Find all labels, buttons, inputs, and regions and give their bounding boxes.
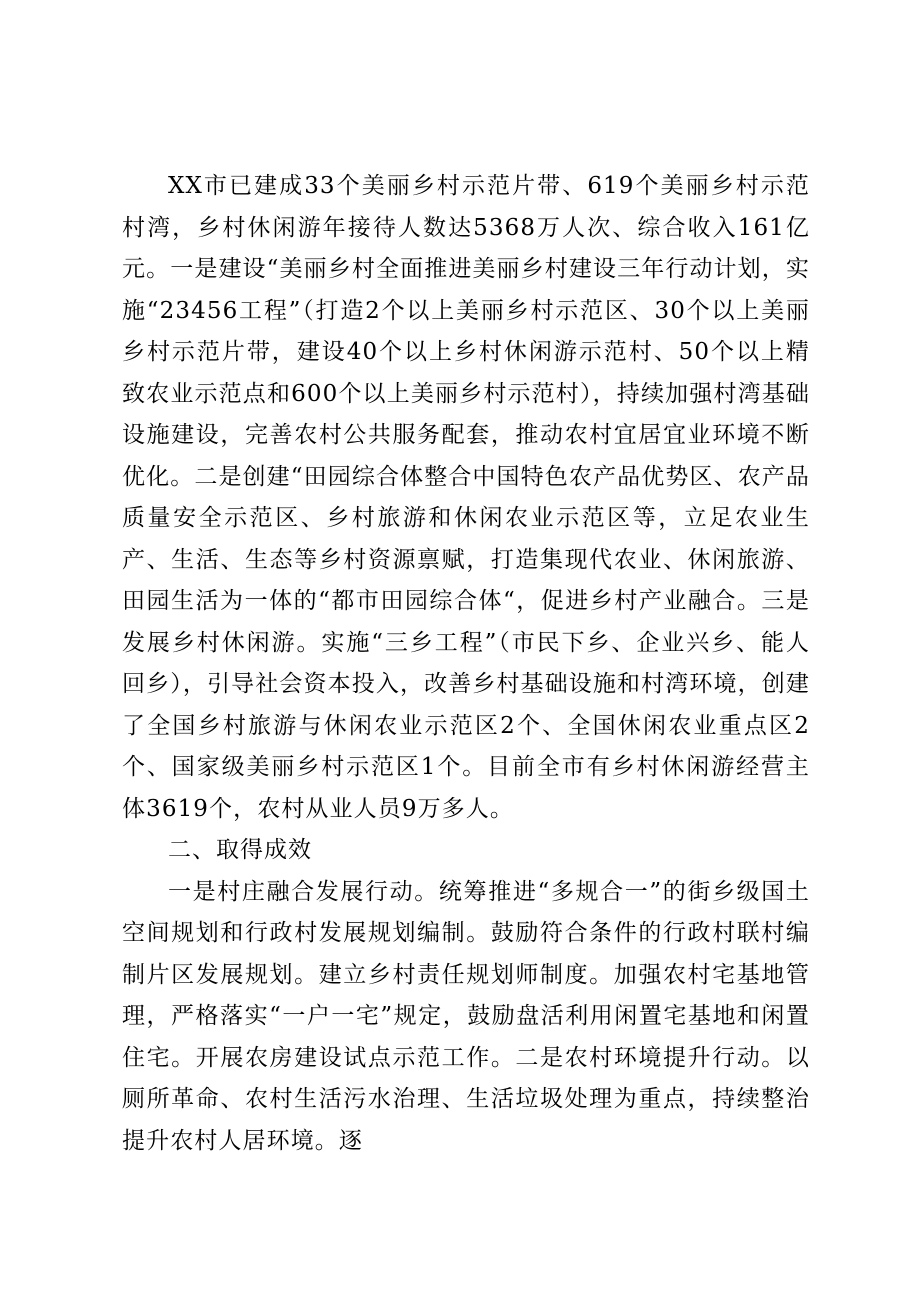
document-body <box>122 166 810 1162</box>
paragraph-rural-construction: XX市已建成33个美丽乡村示范片带、619个美丽乡村示范村湾，乡村休闲游年接待人数达5368万人次、综合收入161亿元。一是建设“美丽乡村全面推进美丽乡村建设三年行动计划，实施“23456工程”（打造2个以上美丽乡村示范区、30个以上美丽乡村示范片带，建设40个以上乡村休闲游示范村、50个以上精致农业示范点和600个以上美丽乡村示范村），持续加强村湾基础设施建设，完善农村公共服务配套，推动农村宜居宜业环境不断优化。二是创建“田园综合体整合中国特色农产品优势区、农产品质量安全示范区、乡村旅游和休闲农业示范区等，立足农业生产、生活、生态等乡村资源禀赋，打造集现代农业、休闲旅游、田园生活为一体的“都市田园综合体“，促进乡村产业融合。三是发展乡村休闲游。实施“三乡工程”（市民下乡、企业兴乡、能人回乡），引导社会资本投入，改善乡村基础设施和村湾环境，创建了全国乡村旅游与休闲农业示范区2个、全国休闲农业重点区2个、国家级美丽乡村示范区1个。目前全市有乡村休闲游经营主体3619个，农村从业人员9万多人。 <box>122 173 810 822</box>
paragraph-village-actions: 一是村庄融合发展行动。统筹推进“多规合一”的街乡级国土空间规划和行政村发展规划编制。鼓励符合条件的行政村联村编制片区发展规划。建立乡村责任规划师制度。加强农村宅基地管理，严格落实“一户一宅”规定，鼓励盘活利用闲置宅基地和闲置住宅。开展农房建设试点示范工作。二是农村环境提升行动。以厕所革命、农村生活污水治理、生活垃圾处理为重点，持续整治提升农村人居环境。逐 <box>122 878 810 1154</box>
section-heading-results: 二、取得成效 <box>168 837 312 863</box>
